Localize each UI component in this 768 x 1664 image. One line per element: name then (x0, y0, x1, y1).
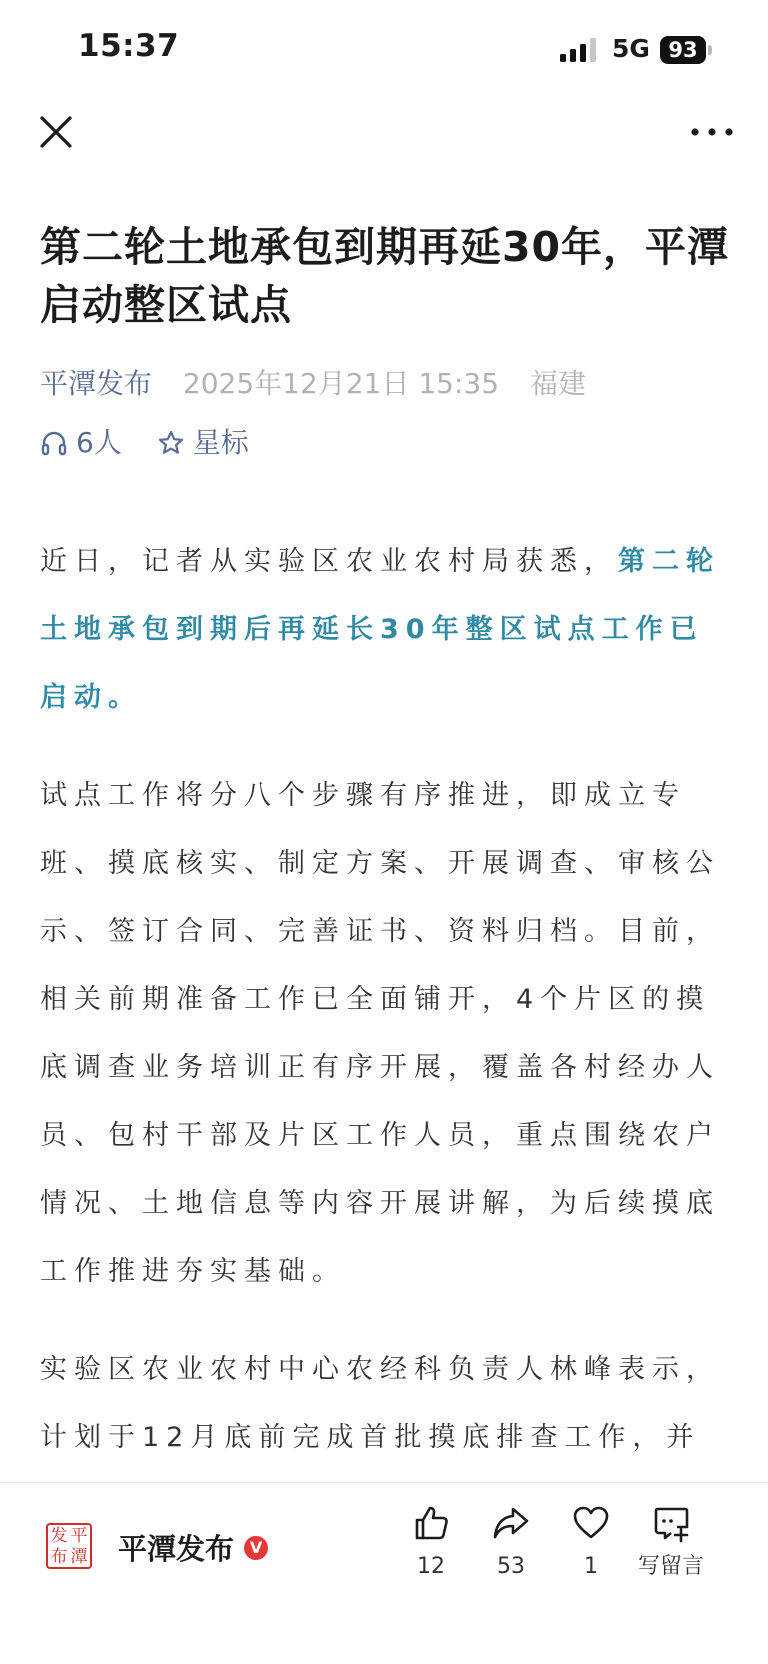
paragraph-2: 试点工作将分八个步骤有序推进，即成立专班、摸底核实、制定方案、开展调查、审核公示、签订合同、完善证书、资料归档。目前，相关前期准备工作已全面铺开，4个片区的摸底调查业务培训正有序开展，覆盖各村经办人员、包村干部及片区工作人员，重点围绕农户情况、土地信息等内容开展讲解，为后续摸底工作推进夯实基础。 (40, 780, 720, 1287)
network-type: 5G (612, 34, 650, 63)
listener-count: 6人 (76, 426, 122, 459)
battery-level: 93 (660, 36, 706, 64)
comment-icon (651, 1503, 691, 1543)
account-name[interactable] (118, 1527, 268, 1568)
thumbs-up-icon (411, 1503, 451, 1543)
article-meta (40, 364, 586, 404)
comment-label: 写留言 (637, 1554, 704, 1579)
battery-icon (660, 36, 712, 64)
star-button[interactable] (157, 423, 249, 463)
share-count: 53 (497, 1554, 525, 1579)
status-time: 15:37 (78, 28, 180, 64)
article-title: 第二轮土地承包到期再延30年，平潭启动整区试点 (40, 223, 730, 329)
close-icon[interactable] (36, 112, 76, 152)
like-button[interactable] (386, 1503, 476, 1581)
account-logo[interactable] (46, 1523, 92, 1569)
bottom-action-bar (0, 1482, 768, 1664)
heart-icon (571, 1503, 611, 1543)
like-count: 12 (417, 1554, 445, 1579)
headphones-icon (40, 429, 68, 457)
star-icon (157, 429, 185, 457)
publish-date: 2025年12月21日 15:35 (182, 367, 500, 400)
paragraph-3: 实验区农业农村中心农经科负责人林峰表示，计划于12月底前完成首批摸底排查工作，并 (40, 1354, 720, 1453)
favorite-count: 1 (584, 1554, 598, 1579)
logo-char: 发 (50, 1526, 68, 1546)
comment-button[interactable] (626, 1503, 716, 1581)
share-button[interactable] (466, 1503, 556, 1581)
favorite-button[interactable] (546, 1503, 636, 1581)
star-label: 星标 (192, 426, 249, 459)
status-bar (0, 0, 768, 100)
share-icon (491, 1503, 531, 1543)
paragraph-1-highlight: 第二轮土地承包到期后再延长30年整区试点工作已启动。 (40, 546, 720, 713)
article-body (40, 528, 730, 1570)
article-meta-actions (40, 423, 275, 468)
listen-button[interactable] (40, 423, 122, 463)
publish-region: 福建 (529, 367, 586, 400)
more-icon[interactable] (690, 120, 734, 144)
paragraph-1-text: 近日，记者从实验区农业农村局获悉， (40, 546, 618, 577)
paragraph-1 (40, 528, 730, 732)
verified-badge: V (244, 1536, 268, 1560)
account-name-text: 平潭发布 (118, 1532, 235, 1566)
logo-char: 布 (50, 1547, 68, 1567)
logo-char: 潭 (70, 1547, 88, 1567)
signal-icon (560, 38, 598, 62)
logo-char: 平 (70, 1526, 88, 1546)
account-link[interactable]: 平潭发布 (40, 367, 153, 400)
